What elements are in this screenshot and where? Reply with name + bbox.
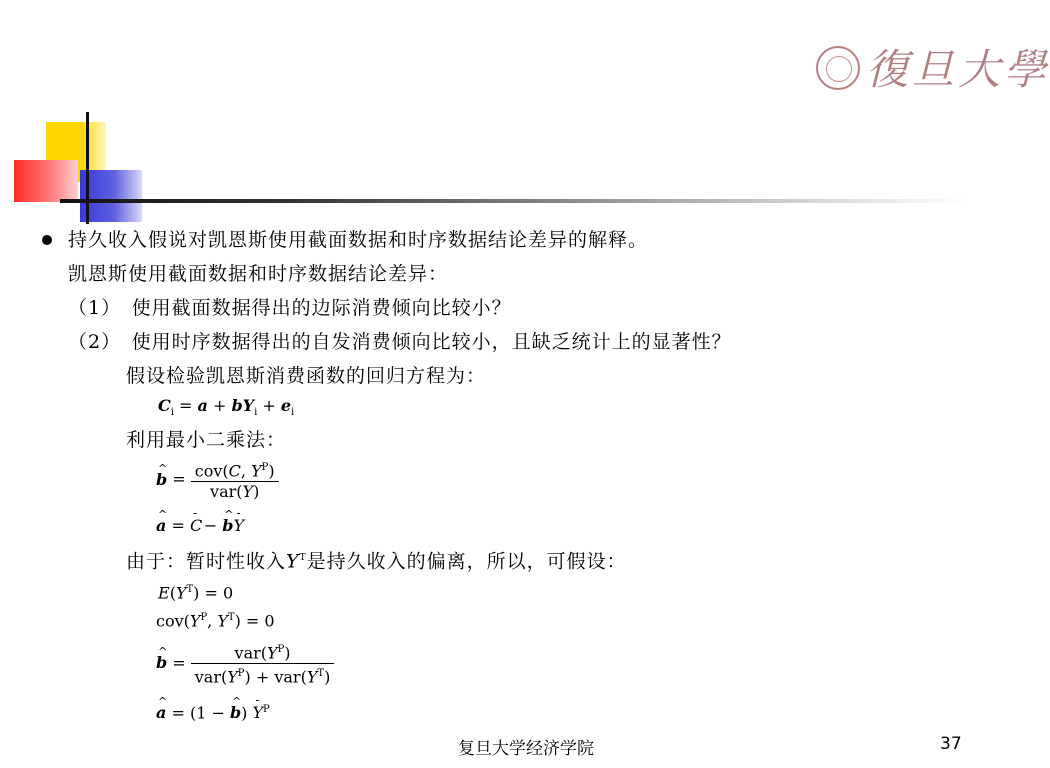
- covariance-equation: $cov(Y^P$, $Y^T) = 0$: [156, 611, 275, 631]
- footer-institution: 复旦大学经济学院: [458, 739, 594, 759]
- question-item-1: （1） 使用截面数据得出的边际消费倾向比较小？: [68, 297, 512, 319]
- seal-icon: [816, 46, 860, 90]
- decor-vertical-line: [86, 112, 89, 224]
- university-logo: [816, 42, 1050, 98]
- bullet-heading: 持久收入假说对凯恩斯使用截面数据和时序数据结论差异的解释。: [68, 229, 649, 251]
- title-divider: [60, 199, 970, 203]
- bullet-icon: [42, 235, 52, 245]
- b-hat-ratio-equation: ^ b = $\frac{var(Y^P)}{var(Y^P) + var(Y^T)}$: [156, 640, 334, 688]
- decor-blue-square: [80, 170, 142, 222]
- page-number: 37: [940, 734, 962, 754]
- regression-intro: 假设检验凯恩斯消费函数的回归方程为：: [126, 365, 487, 387]
- difference-title: 凯恩斯使用截面数据和时序数据结论差异：: [68, 263, 449, 285]
- question-item-2: （2） 使用时序数据得出的自发消费倾向比较小，且缺乏统计上的显著性？: [68, 331, 732, 353]
- regression-equation: $C_i = a + bY_i + e_i$: [158, 396, 295, 419]
- a-hat-final-equation: ^ a = (1 − ^ $b) - Y^P$: [156, 700, 270, 723]
- since-statement: 由于：暂时性收入$Y^T$是持久收入的偏离，所以，可假设：: [126, 550, 627, 573]
- ols-intro: 利用最小二乘法：: [126, 429, 287, 451]
- b-hat-ols-equation: ^ b = $\frac{cov(C, Y^P)}{\text{var(Y)}}$: [156, 458, 279, 502]
- a-hat-ols-equation: ^ a = - C − ^ b- Y: [156, 516, 244, 536]
- logo-wordmark: 復旦大學: [866, 45, 1050, 94]
- expectation-equation: $E(Y^T) = 0$: [158, 583, 234, 603]
- decor-red-square: [14, 160, 78, 202]
